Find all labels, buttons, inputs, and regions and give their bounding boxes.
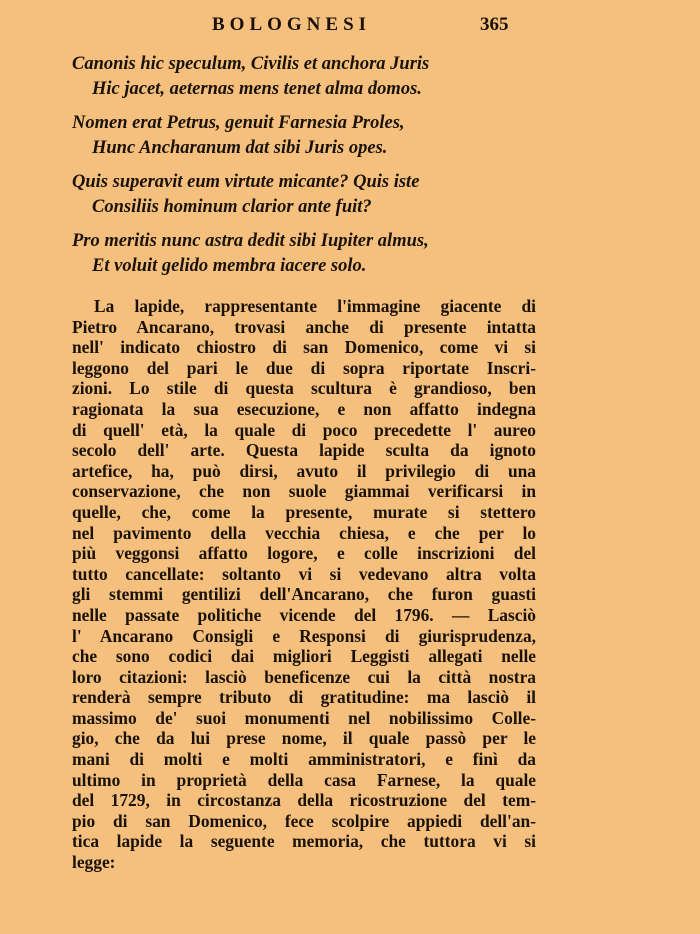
verse-line: Hic jacet, aeternas mens tenet alma domos. [92, 79, 422, 99]
text-line: pio di san Domenico, fece scolpire appiedi dell'an- [72, 810, 536, 831]
verse-line: Quis superavit eum virtute micante? Quis iste [72, 172, 420, 192]
text-line: tutto cancellate: soltanto vi si vedevano altra volta [72, 563, 536, 584]
latin-epitaph [72, 52, 632, 288]
text-line: nel pavimento della vecchia chiesa, e che per lo [72, 522, 536, 543]
verse-line: Nomen erat Petrus, genuit Farnesia Proles, [72, 113, 405, 133]
couplet [72, 229, 632, 279]
text-line: tica lapide la seguente memoria, che tuttora vi si [72, 831, 536, 852]
text-line: nelle passate politiche vicende del 1796. — Lasciò [72, 604, 536, 625]
text-line: nell' indicato chiostro di san Domenico, come vi si [72, 337, 536, 358]
text-line: loro citazioni: lasciò beneficenze cui la città nostra [72, 666, 536, 687]
text-line: ragionata la sua esecuzione, e non affatto indegna [72, 398, 536, 419]
text-line: zioni. Lo stile di questa scultura è grandioso, ben [72, 378, 536, 399]
text-line: gli stemmi gentilizi dell'Ancarano, che furon guasti [72, 584, 536, 605]
running-head: BOLOGNESI [212, 14, 372, 35]
text-line: artefice, ha, può dirsi, avuto il privilegio di una [72, 460, 536, 481]
couplet [72, 111, 632, 161]
text-line: che sono codici dai migliori Leggisti allegati nelle [72, 646, 536, 667]
text-line: di quell' età, la quale di poco precedette l' aureo [72, 419, 536, 440]
text-line: Pietro Ancarano, trovasi anche di presente intatta [72, 316, 536, 337]
text-line: l' Ancarano Consigli e Responsi di giurisprudenza, [72, 625, 536, 646]
couplet [72, 170, 632, 220]
body-paragraph [72, 296, 536, 873]
text-line: mani di molti e molti amministratori, e finì da [72, 749, 536, 770]
text-line: più veggonsi affatto logore, e colle inscrizioni del [72, 543, 536, 564]
verse-line: Pro meritis nunc astra dedit sibi Iupiter almus, [72, 231, 429, 251]
text-line: leggono del pari le due di sopra riportate Inscri- [72, 357, 536, 378]
text-line: renderà sempre tributo di gratitudine: ma lasciò il [72, 687, 536, 708]
verse-line: Et voluit gelido membra iacere solo. [92, 256, 367, 276]
text-line: massimo de' suoi monumenti nel nobilissimo Colle- [72, 707, 536, 728]
verse-line: Consiliis hominum clarior ante fuit? [92, 197, 372, 217]
text-line: quelle, che, come la presente, murate si stettero [72, 501, 536, 522]
text-line: legge: [72, 852, 116, 873]
page-header [0, 14, 700, 42]
verse-line: Hunc Ancharanum dat sibi Juris opes. [92, 138, 388, 158]
text-line: conservazione, che non suole giammai verificarsi in [72, 481, 536, 502]
text-line: secolo dell' arte. Questa lapide sculta da ignoto [72, 440, 536, 461]
text-line: del 1729, in circostanza della ricostruzione del tem- [72, 790, 536, 811]
text-line: ultimo in proprietà della casa Farnese, la quale [72, 769, 536, 790]
couplet [72, 52, 632, 102]
text-line: gio, che da lui prese nome, il quale passò per le [72, 728, 536, 749]
text-line: La lapide, rappresentante l'immagine giacente di [94, 296, 536, 316]
page-number: 365 [480, 14, 509, 35]
verse-line: Canonis hic speculum, Civilis et anchora Juris [72, 54, 430, 74]
